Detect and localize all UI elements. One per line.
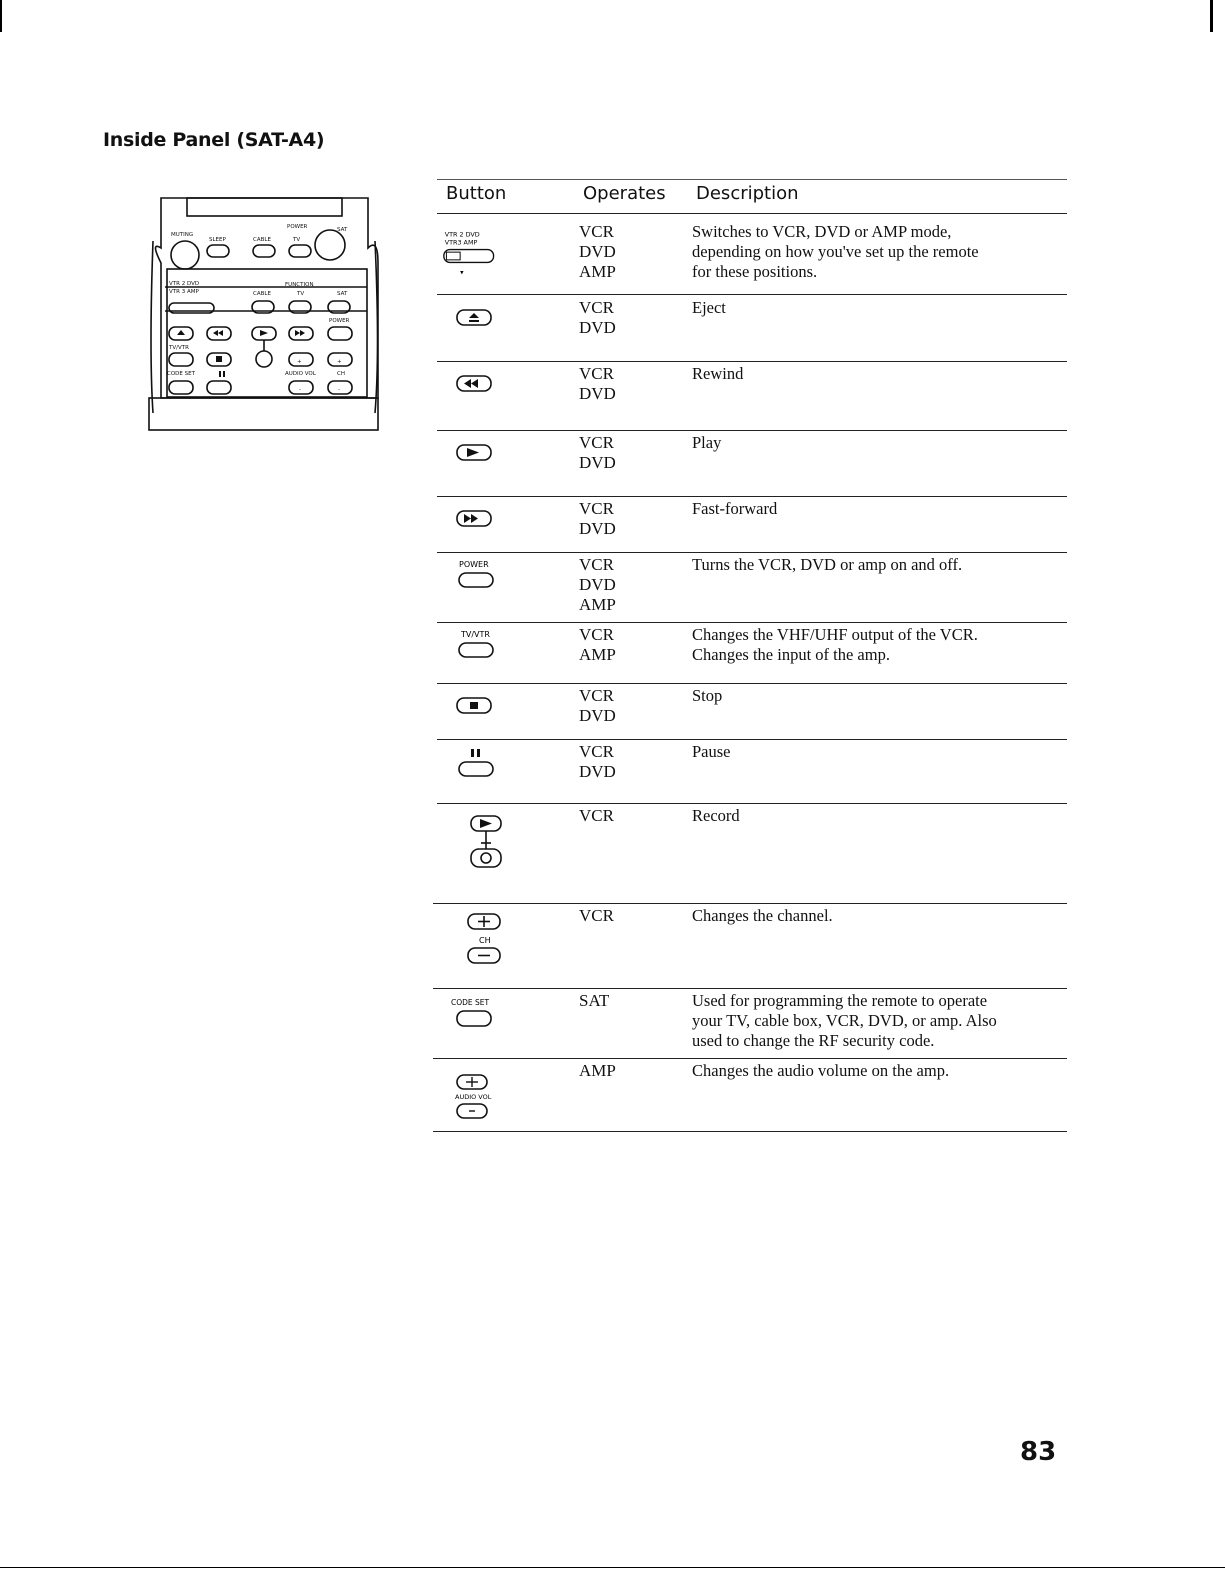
record-icon bbox=[447, 812, 507, 874]
description-cell: Changes the audio volume on the amp. bbox=[692, 1061, 950, 1080]
pause-icon bbox=[447, 746, 507, 780]
svg-text:POWER: POWER bbox=[287, 224, 308, 230]
rewind-icon bbox=[447, 370, 507, 400]
description-cell: Stop bbox=[692, 686, 723, 705]
section-title: Inside Panel (SAT-A4) bbox=[103, 129, 325, 151]
svg-text:SAT: SAT bbox=[337, 227, 348, 233]
header-button: Button bbox=[446, 183, 507, 204]
description-cell: Eject bbox=[692, 298, 726, 317]
svg-text:FUNCTION: FUNCTION bbox=[285, 282, 314, 288]
operates-cell: VCR AMP bbox=[579, 625, 616, 664]
description-cell: Turns the VCR, DVD or amp on and off. bbox=[692, 555, 963, 574]
remote-panel-illustration bbox=[147, 193, 382, 433]
svg-text:MUTING: MUTING bbox=[171, 232, 194, 238]
operates-cell: VCR bbox=[579, 806, 614, 825]
svg-text:CABLE: CABLE bbox=[253, 237, 271, 243]
description-cell: Changes the VHF/UHF output of the VCR. Changes the input of the amp. bbox=[692, 625, 978, 664]
svg-text:CODE SET: CODE SET bbox=[167, 371, 195, 377]
play-icon bbox=[447, 439, 507, 469]
table-row bbox=[437, 220, 1067, 296]
svg-text:AUDIO VOL: AUDIO VOL bbox=[285, 371, 316, 377]
svg-text:TV: TV bbox=[297, 291, 305, 297]
table-row bbox=[437, 296, 1067, 362]
svg-text:POWER: POWER bbox=[329, 318, 350, 324]
header-description: Description bbox=[696, 183, 799, 204]
svg-text:VTR 3 AMP: VTR 3 AMP bbox=[169, 289, 199, 295]
page-edge-mark bbox=[0, 0, 2, 32]
page-edge-mark bbox=[1210, 0, 1213, 32]
svg-text:VTR 2 DVD: VTR 2 DVD bbox=[444, 230, 480, 239]
table-row bbox=[437, 804, 1067, 904]
svg-text:VTR3 AMP: VTR3 AMP bbox=[444, 238, 478, 247]
description-cell: Play bbox=[692, 433, 722, 452]
svg-text:AUDIO VOL: AUDIO VOL bbox=[455, 1093, 492, 1101]
description-cell: Record bbox=[692, 806, 740, 825]
description-cell: Switches to VCR, DVD or AMP mode, depending on how you've set up the remote for these positions. bbox=[692, 222, 979, 281]
description-cell: Pause bbox=[692, 742, 731, 761]
operates-cell: VCR DVD bbox=[579, 686, 616, 725]
svg-text:CABLE: CABLE bbox=[253, 291, 271, 297]
operates-cell: VCR DVD bbox=[579, 742, 616, 781]
mode-switch-icon bbox=[443, 224, 503, 282]
table-row bbox=[437, 989, 1067, 1059]
table-top-rule bbox=[437, 179, 1067, 180]
operates-cell: SAT bbox=[579, 991, 610, 1010]
table-row bbox=[437, 362, 1067, 431]
stop-icon bbox=[447, 692, 507, 722]
svg-text:CH: CH bbox=[479, 936, 491, 945]
page-number: 83 bbox=[1020, 1437, 1057, 1467]
operates-cell: VCR DVD bbox=[579, 364, 616, 403]
table-row bbox=[437, 740, 1067, 804]
operates-cell: VCR DVD AMP bbox=[579, 555, 616, 614]
svg-text:SLEEP: SLEEP bbox=[209, 237, 226, 243]
table-header-rule bbox=[437, 213, 1067, 214]
table-row bbox=[437, 497, 1067, 553]
operates-cell: VCR DVD bbox=[579, 433, 616, 472]
operates-cell: VCR bbox=[579, 906, 614, 925]
svg-text:▾: ▾ bbox=[460, 268, 464, 277]
description-cell: Rewind bbox=[692, 364, 744, 383]
svg-text:-: - bbox=[299, 387, 301, 393]
description-cell: Fast-forward bbox=[692, 499, 778, 518]
description-cell: Changes the channel. bbox=[692, 906, 833, 925]
svg-text:POWER: POWER bbox=[459, 560, 489, 569]
page-bottom-rule bbox=[0, 1567, 1225, 1568]
header-operates: Operates bbox=[583, 183, 666, 204]
svg-text:+: + bbox=[297, 359, 302, 365]
table-row bbox=[437, 553, 1067, 623]
operates-cell: VCR DVD bbox=[579, 499, 616, 538]
table-row bbox=[437, 623, 1067, 684]
svg-text:TV/VTR: TV/VTR bbox=[169, 345, 189, 351]
audio-volume-icon bbox=[445, 1071, 505, 1127]
svg-text:TV/VTR: TV/VTR bbox=[461, 630, 490, 639]
svg-text:+: + bbox=[337, 359, 342, 365]
code-set-icon bbox=[445, 993, 505, 1031]
svg-text:TV: TV bbox=[293, 237, 301, 243]
table-row bbox=[437, 1059, 1067, 1133]
eject-icon bbox=[447, 304, 507, 334]
operates-cell: AMP bbox=[579, 1061, 616, 1080]
channel-icon bbox=[447, 910, 507, 972]
svg-text:SAT: SAT bbox=[337, 291, 348, 297]
svg-text:CH: CH bbox=[337, 371, 345, 377]
table-row bbox=[437, 904, 1067, 989]
svg-text:-: - bbox=[338, 387, 340, 393]
description-cell: Used for programming the remote to operate your TV, cable box, VCR, DVD, or amp. Also used to change the RF security code. bbox=[692, 991, 997, 1050]
table-row bbox=[437, 431, 1067, 497]
table-row bbox=[437, 684, 1067, 740]
fast-forward-icon bbox=[447, 505, 507, 535]
svg-text:VTR 2 DVD: VTR 2 DVD bbox=[169, 281, 200, 287]
svg-text:CODE SET: CODE SET bbox=[451, 998, 490, 1007]
tv-vtr-button-icon bbox=[447, 627, 507, 661]
operates-cell: VCR DVD AMP bbox=[579, 222, 616, 281]
operates-cell: VCR DVD bbox=[579, 298, 616, 337]
power-button-icon bbox=[447, 557, 507, 591]
